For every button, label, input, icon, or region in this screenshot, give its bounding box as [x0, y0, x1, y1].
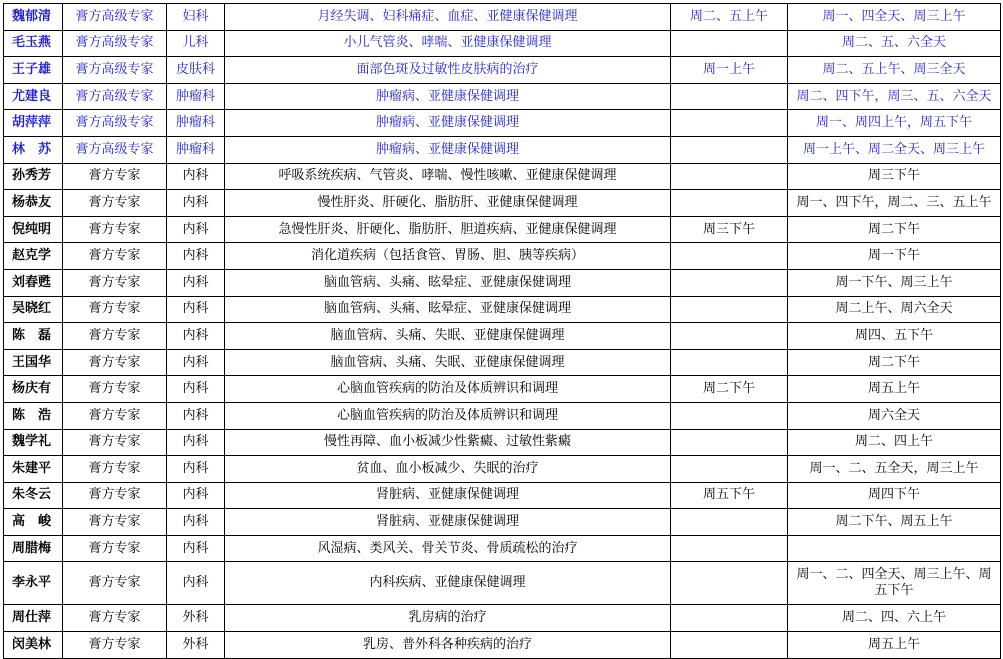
schedule-cell: 周一、周四上午，周五下午: [788, 110, 1001, 137]
doctor-title-cell: 膏方专家: [63, 163, 167, 190]
table-row: [4, 349, 1001, 376]
specialty-cell: 乳房、普外科各种疾病的治疗: [225, 632, 671, 659]
extra-session-cell: 周一上午: [671, 57, 788, 84]
schedule-cell: 周二、五、六全天: [788, 30, 1001, 57]
table-row: [4, 535, 1001, 562]
doctor-name-cell: 高 峻: [4, 509, 63, 536]
doctor-title-cell: 膏方专家: [63, 216, 167, 243]
extra-session-cell: [671, 632, 788, 659]
doctor-title-cell: 膏方专家: [63, 456, 167, 483]
extra-session-cell: [671, 349, 788, 376]
table-row: [4, 456, 1001, 483]
extra-session-cell: [671, 136, 788, 163]
table-row: [4, 296, 1001, 323]
schedule-cell: [788, 535, 1001, 562]
table-row: [4, 376, 1001, 403]
department-cell: 内科: [167, 535, 225, 562]
schedule-cell: 周二、四、六上午: [788, 605, 1001, 632]
doctor-name-cell: 闵美林: [4, 632, 63, 659]
extra-session-cell: [671, 243, 788, 270]
extra-session-cell: 周五下午: [671, 482, 788, 509]
schedule-cell: 周一下午、周三上午: [788, 269, 1001, 296]
table-body: [4, 4, 1001, 659]
doctor-name-cell: 杨恭友: [4, 190, 63, 217]
table-row: [4, 216, 1001, 243]
department-cell: 内科: [167, 216, 225, 243]
extra-session-cell: [671, 296, 788, 323]
extra-session-cell: [671, 190, 788, 217]
schedule-cell: 周一、四下午，周二、三、五上午: [788, 190, 1001, 217]
specialty-cell: 小儿气管炎、哮喘、亚健康保健调理: [225, 30, 671, 57]
department-cell: 肿瘤科: [167, 136, 225, 163]
schedule-cell: 周一、二、四全天、周三上午、周五下午: [788, 562, 1001, 605]
schedule-cell: 周二下午: [788, 349, 1001, 376]
table-row: [4, 83, 1001, 110]
doctor-name-cell: 周仕萍: [4, 605, 63, 632]
doctor-title-cell: 膏方专家: [63, 349, 167, 376]
specialty-cell: 呼吸系统疾病、气管炎、哮喘、慢性咳嗽、亚健康保健调理: [225, 163, 671, 190]
schedule-cell: 周五上午: [788, 632, 1001, 659]
specialty-cell: 乳房病的治疗: [225, 605, 671, 632]
doctor-title-cell: 膏方专家: [63, 323, 167, 350]
doctor-title-cell: 膏方专家: [63, 402, 167, 429]
specialty-cell: 脑血管病、头痛、眩晕症、亚健康保健调理: [225, 269, 671, 296]
department-cell: 内科: [167, 482, 225, 509]
doctor-title-cell: 膏方高级专家: [63, 30, 167, 57]
extra-session-cell: [671, 323, 788, 350]
table-row: [4, 4, 1001, 31]
extra-session-cell: [671, 535, 788, 562]
table-row: [4, 509, 1001, 536]
schedule-cell: 周四下午: [788, 482, 1001, 509]
department-cell: 内科: [167, 429, 225, 456]
doctor-name-cell: 吴晓红: [4, 296, 63, 323]
extra-session-cell: [671, 30, 788, 57]
department-cell: 内科: [167, 269, 225, 296]
schedule-cell: 周一、四全天、周三上午: [788, 4, 1001, 31]
specialty-cell: 急慢性肝炎、肝硬化、脂肪肝、胆道疾病、亚健康保健调理: [225, 216, 671, 243]
doctor-name-cell: 林 苏: [4, 136, 63, 163]
table-row: [4, 269, 1001, 296]
doctor-name-cell: 赵克学: [4, 243, 63, 270]
schedule-cell: 周二下午、周五上午: [788, 509, 1001, 536]
doctor-name-cell: 倪纯明: [4, 216, 63, 243]
doctor-name-cell: 毛玉燕: [4, 30, 63, 57]
table-row: [4, 323, 1001, 350]
doctor-name-cell: 孙秀芳: [4, 163, 63, 190]
department-cell: 内科: [167, 323, 225, 350]
extra-session-cell: [671, 429, 788, 456]
schedule-cell: 周二、四上午: [788, 429, 1001, 456]
specialty-cell: 肾脏病、亚健康保健调理: [225, 482, 671, 509]
specialty-cell: 肿瘤病、亚健康保健调理: [225, 136, 671, 163]
schedule-cell: 周六全天: [788, 402, 1001, 429]
doctor-name-cell: 胡萍萍: [4, 110, 63, 137]
department-cell: 妇科: [167, 4, 225, 31]
specialty-cell: 脑血管病、头痛、失眠、亚健康保健调理: [225, 323, 671, 350]
doctor-title-cell: 膏方高级专家: [63, 136, 167, 163]
specialty-cell: 慢性再障、血小板减少性紫癜、过敏性紫癜: [225, 429, 671, 456]
doctor-name-cell: 朱建平: [4, 456, 63, 483]
doctor-title-cell: 膏方专家: [63, 605, 167, 632]
doctor-name-cell: 李永平: [4, 562, 63, 605]
department-cell: 内科: [167, 296, 225, 323]
table-row: [4, 632, 1001, 659]
table-row: [4, 57, 1001, 84]
extra-session-cell: 周二、五上午: [671, 4, 788, 31]
specialty-cell: 脑血管病、头痛、失眠、亚健康保健调理: [225, 349, 671, 376]
specialty-cell: 肾脏病、亚健康保健调理: [225, 509, 671, 536]
table-row: [4, 136, 1001, 163]
table-row: [4, 110, 1001, 137]
doctor-name-cell: 魏学礼: [4, 429, 63, 456]
table-row: [4, 243, 1001, 270]
department-cell: 外科: [167, 605, 225, 632]
extra-session-cell: 周三下午: [671, 216, 788, 243]
doctor-title-cell: 膏方专家: [63, 296, 167, 323]
doctor-name-cell: 陈 浩: [4, 402, 63, 429]
department-cell: 儿科: [167, 30, 225, 57]
table-row: [4, 605, 1001, 632]
doctor-title-cell: 膏方专家: [63, 243, 167, 270]
specialty-cell: 月经失调、妇科痛症、血症、亚健康保健调理: [225, 4, 671, 31]
table-row: [4, 429, 1001, 456]
doctor-title-cell: 膏方高级专家: [63, 110, 167, 137]
doctor-title-cell: 膏方专家: [63, 376, 167, 403]
department-cell: 外科: [167, 632, 225, 659]
doctor-title-cell: 膏方专家: [63, 269, 167, 296]
table-row: [4, 402, 1001, 429]
table-row: [4, 562, 1001, 605]
doctor-name-cell: 魏郁清: [4, 4, 63, 31]
schedule-cell: 周五上午: [788, 376, 1001, 403]
table-row: [4, 482, 1001, 509]
specialty-cell: 肿瘤病、亚健康保健调理: [225, 110, 671, 137]
schedule-cell: 周一上午、周二全天、周三上午: [788, 136, 1001, 163]
doctor-title-cell: 膏方专家: [63, 429, 167, 456]
doctor-name-cell: 刘春甦: [4, 269, 63, 296]
doctor-title-cell: 膏方高级专家: [63, 83, 167, 110]
department-cell: 内科: [167, 376, 225, 403]
specialty-cell: 肿瘤病、亚健康保健调理: [225, 83, 671, 110]
doctor-name-cell: 尤建良: [4, 83, 63, 110]
extra-session-cell: [671, 163, 788, 190]
specialty-cell: 脑血管病、头痛、眩晕症、亚健康保健调理: [225, 296, 671, 323]
schedule-cell: 周一下午: [788, 243, 1001, 270]
table-row: [4, 30, 1001, 57]
extra-session-cell: [671, 509, 788, 536]
specialty-cell: 慢性肝炎、肝硬化、脂肪肝、亚健康保健调理: [225, 190, 671, 217]
table-row: [4, 163, 1001, 190]
specialty-cell: 消化道疾病（包括食管、胃肠、胆、胰等疾病）: [225, 243, 671, 270]
department-cell: 内科: [167, 509, 225, 536]
doctor-title-cell: 膏方专家: [63, 562, 167, 605]
schedule-cell: 周四、五下午: [788, 323, 1001, 350]
department-cell: 内科: [167, 402, 225, 429]
doctor-title-cell: 膏方专家: [63, 190, 167, 217]
department-cell: 内科: [167, 190, 225, 217]
extra-session-cell: [671, 605, 788, 632]
table-row: [4, 190, 1001, 217]
extra-session-cell: [671, 110, 788, 137]
department-cell: 内科: [167, 562, 225, 605]
schedule-cell: 周一、二、五全天，周三上午: [788, 456, 1001, 483]
doctor-name-cell: 朱冬云: [4, 482, 63, 509]
schedule-cell: 周三下午: [788, 163, 1001, 190]
extra-session-cell: [671, 83, 788, 110]
department-cell: 内科: [167, 349, 225, 376]
department-cell: 内科: [167, 163, 225, 190]
extra-session-cell: 周二下午: [671, 376, 788, 403]
doctor-name-cell: 王子雄: [4, 57, 63, 84]
doctor-title-cell: 膏方专家: [63, 632, 167, 659]
doctor-title-cell: 膏方高级专家: [63, 4, 167, 31]
specialty-cell: 贫血、血小板减少、失眠的治疗: [225, 456, 671, 483]
extra-session-cell: [671, 562, 788, 605]
department-cell: 肿瘤科: [167, 110, 225, 137]
doctor-title-cell: 膏方专家: [63, 535, 167, 562]
schedule-cell: 周二上午、周六全天: [788, 296, 1001, 323]
schedule-cell: 周二、四下午，周三、五、六全天: [788, 83, 1001, 110]
doctor-title-cell: 膏方专家: [63, 482, 167, 509]
specialty-cell: 面部色斑及过敏性皮肤病的治疗: [225, 57, 671, 84]
specialty-cell: 心脑血管疾病的防治及体质辨识和调理: [225, 402, 671, 429]
extra-session-cell: [671, 269, 788, 296]
extra-session-cell: [671, 402, 788, 429]
schedule-cell: 周二、五上午、周三全天: [788, 57, 1001, 84]
department-cell: 内科: [167, 456, 225, 483]
doctor-name-cell: 杨庆有: [4, 376, 63, 403]
department-cell: 肿瘤科: [167, 83, 225, 110]
specialty-cell: 心脑血管疾病的防治及体质辨识和调理: [225, 376, 671, 403]
doctor-title-cell: 膏方高级专家: [63, 57, 167, 84]
doctor-title-cell: 膏方专家: [63, 509, 167, 536]
doctor-name-cell: 王国华: [4, 349, 63, 376]
schedule-cell: 周二下午: [788, 216, 1001, 243]
doctor-name-cell: 周腊梅: [4, 535, 63, 562]
extra-session-cell: [671, 456, 788, 483]
department-cell: 内科: [167, 243, 225, 270]
expert-schedule-table: [3, 3, 1001, 659]
doctor-name-cell: 陈 磊: [4, 323, 63, 350]
department-cell: 皮肤科: [167, 57, 225, 84]
specialty-cell: 内科疾病、亚健康保健调理: [225, 562, 671, 605]
specialty-cell: 风湿病、类风关、骨关节炎、骨质疏松的治疗: [225, 535, 671, 562]
